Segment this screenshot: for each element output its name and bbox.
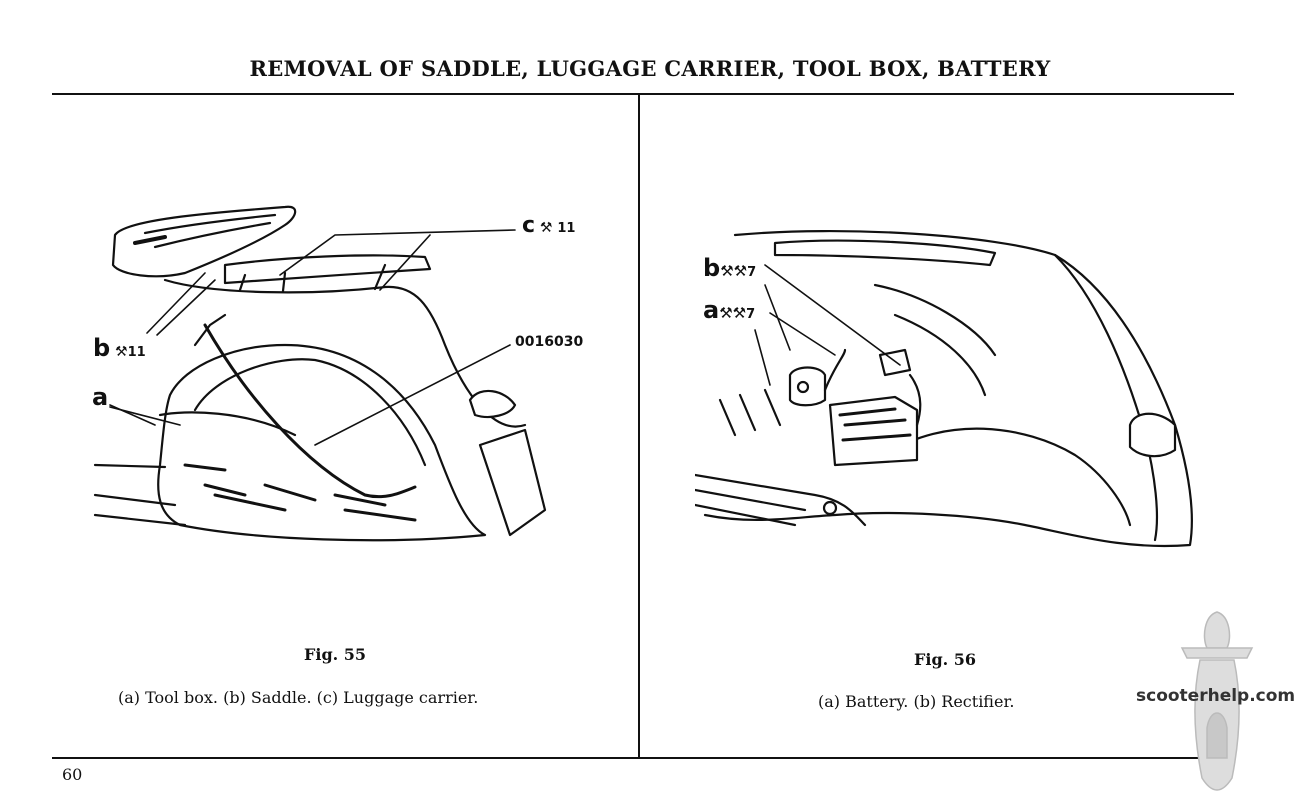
- wrench-icon: ⚒⚒: [720, 262, 748, 280]
- fig55-label-c: c ⚒ 11: [522, 213, 576, 238]
- fig56-caption: (a) Battery. (b) Rectifier.: [818, 692, 1015, 711]
- page-number: 60: [62, 765, 83, 784]
- fig55-illustration: [85, 195, 605, 555]
- fig56-title: Fig. 56: [914, 650, 977, 669]
- watermark-text: scooterhelp.com: [1136, 686, 1296, 706]
- fig55-label-a: a: [92, 383, 109, 411]
- fig55-title: Fig. 55: [304, 645, 367, 664]
- fig55-caption: (a) Tool box. (b) Saddle. (c) Luggage carrier.: [118, 688, 479, 707]
- fig55-label-b: b ⚒11: [93, 334, 146, 362]
- fig56-label-b: b⚒⚒7: [703, 254, 757, 282]
- wrench-icon: ⚒: [110, 344, 128, 360]
- fig56-illustration: [695, 225, 1195, 555]
- top-rule: [52, 93, 1234, 95]
- fig55-part-number: 0016030: [515, 334, 584, 350]
- page-title: REMOVAL OF SADDLE, LUGGAGE CARRIER, TOOL BOX, BATTERY: [249, 56, 1051, 81]
- column-divider: [638, 93, 640, 757]
- wrench-icon: ⚒: [535, 220, 558, 236]
- fig56-label-a: a⚒⚒7: [703, 296, 756, 324]
- wrench-icon: ⚒⚒: [719, 304, 747, 322]
- bottom-rule: [52, 757, 1234, 759]
